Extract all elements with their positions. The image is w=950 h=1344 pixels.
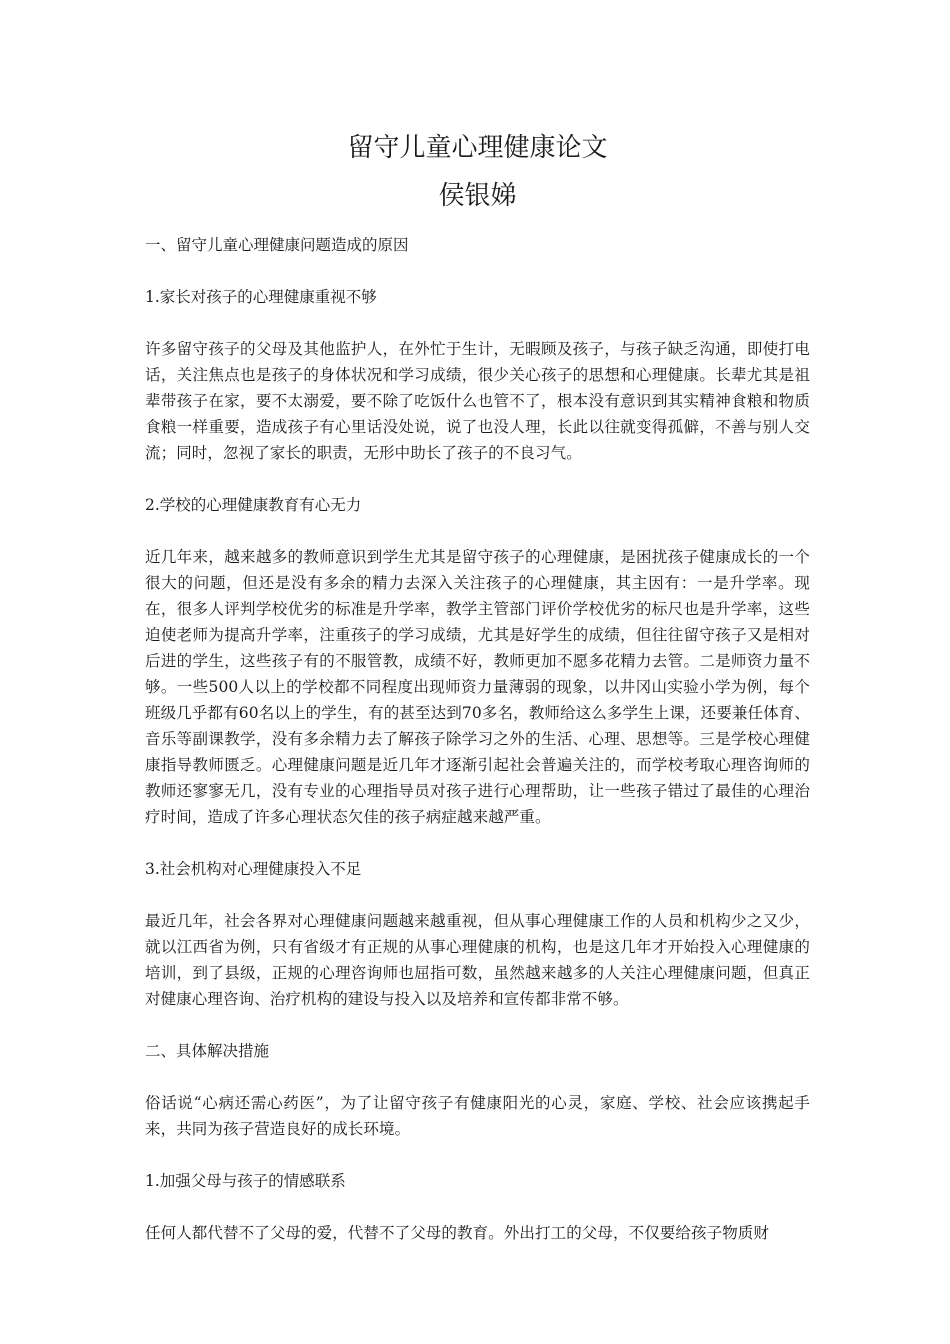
- section-heading: 二、具体解决措施: [145, 1042, 270, 1060]
- subsection-heading: 1.加强父母与孩子的情感联系: [145, 1172, 346, 1190]
- body-paragraph: 最近几年，社会各界对心理健康问题越来越重视，但从事心理健康工作的人员和机构少之又少，就以江西省为例，只有省级才有正规的从事心理健康的机构，也是这几年才开始投入心理健康的培训，到了县级，正规的心理咨询师也屈指可数，虽然越来越多的人关注心理健康问题，但真正对健康心理咨询、治疗机构的建设与投入以及培养和宣传都非常不够。: [145, 912, 810, 1008]
- document-title: 留守儿童心理健康论文: [347, 133, 608, 163]
- subsection-heading: 3.社会机构对心理健康投入不足: [145, 860, 362, 878]
- document-page: [145, 128, 810, 1272]
- body-paragraph: 近几年来，越来越多的教师意识到学生尤其是留守孩子的心理健康，是困扰孩子健康成长的一个很大的问题，但还是没有多余的精力去深入关注孩子的心理健康，其主因有：一是升学率。现在，很多人评判学校优劣的标准是升学率，教学主管部门评价学校优劣的标尺也是升学率，这些迫使老师为提高升学率，注重孩子的学习成绩，尤其是好学生的成绩，但往往留守孩子又是相对后进的学生，这些孩子有的不服管教，成绩不好，教师更加不愿多花精力去管。二是师资力量不够。一些500人以上的学校都不同程度出现师资力量薄弱的现象，以井冈山实验小学为例，每个班级几乎都有60名以上的学生，有的甚至达到70多名，教师给这么多学生上课，还要兼任体育、音乐等副课教学，没有多余精力去了解孩子除学习之外的生活、心理、思想等。三是学校心理健康指导教师匮乏。心理健康问题是近几年才逐渐引起社会普遍关注的，而学校考取心理咨询师的教师还寥寥无几，没有专业的心理指导员对孩子进行心理帮助，让一些孩子错过了最佳的心理治疗时间，造成了许多心理状态欠佳的孩子病症越来越严重。: [145, 548, 810, 826]
- body-paragraph: 俗话说“心病还需心药医”，为了让留守孩子有健康阳光的心灵，家庭、学校、社会应该携起手来，共同为孩子营造良好的成长环境。: [145, 1094, 810, 1138]
- body-paragraph: 许多留守孩子的父母及其他监护人，在外忙于生计，无暇顾及孩子，与孩子缺乏沟通，即使打电话，关注焦点也是孩子的身体状况和学习成绩，很少关心孩子的思想和心理健康。长辈尤其是祖辈带孩子在家，要不太溺爱，要不除了吃饭什么也管不了，根本没有意识到其实精神食粮和物质食粮一样重要，造成孩子有心里话没处说，说了也没人理，长此以往就变得孤僻，不善与别人交流；同时，忽视了家长的职责，无形中助长了孩子的不良习气。: [145, 340, 810, 462]
- subsection-heading: 1.家长对孩子的心理健康重视不够: [145, 288, 377, 306]
- document-author: 侯银娣: [438, 181, 517, 211]
- section-heading: 一、留守儿童心理健康问题造成的原因: [145, 236, 409, 254]
- subsection-heading: 2.学校的心理健康教育有心无力: [145, 496, 362, 514]
- body-paragraph: 任何人都代替不了父母的爱，代替不了父母的教育。外出打工的父母，不仅要给孩子物质财: [145, 1224, 770, 1242]
